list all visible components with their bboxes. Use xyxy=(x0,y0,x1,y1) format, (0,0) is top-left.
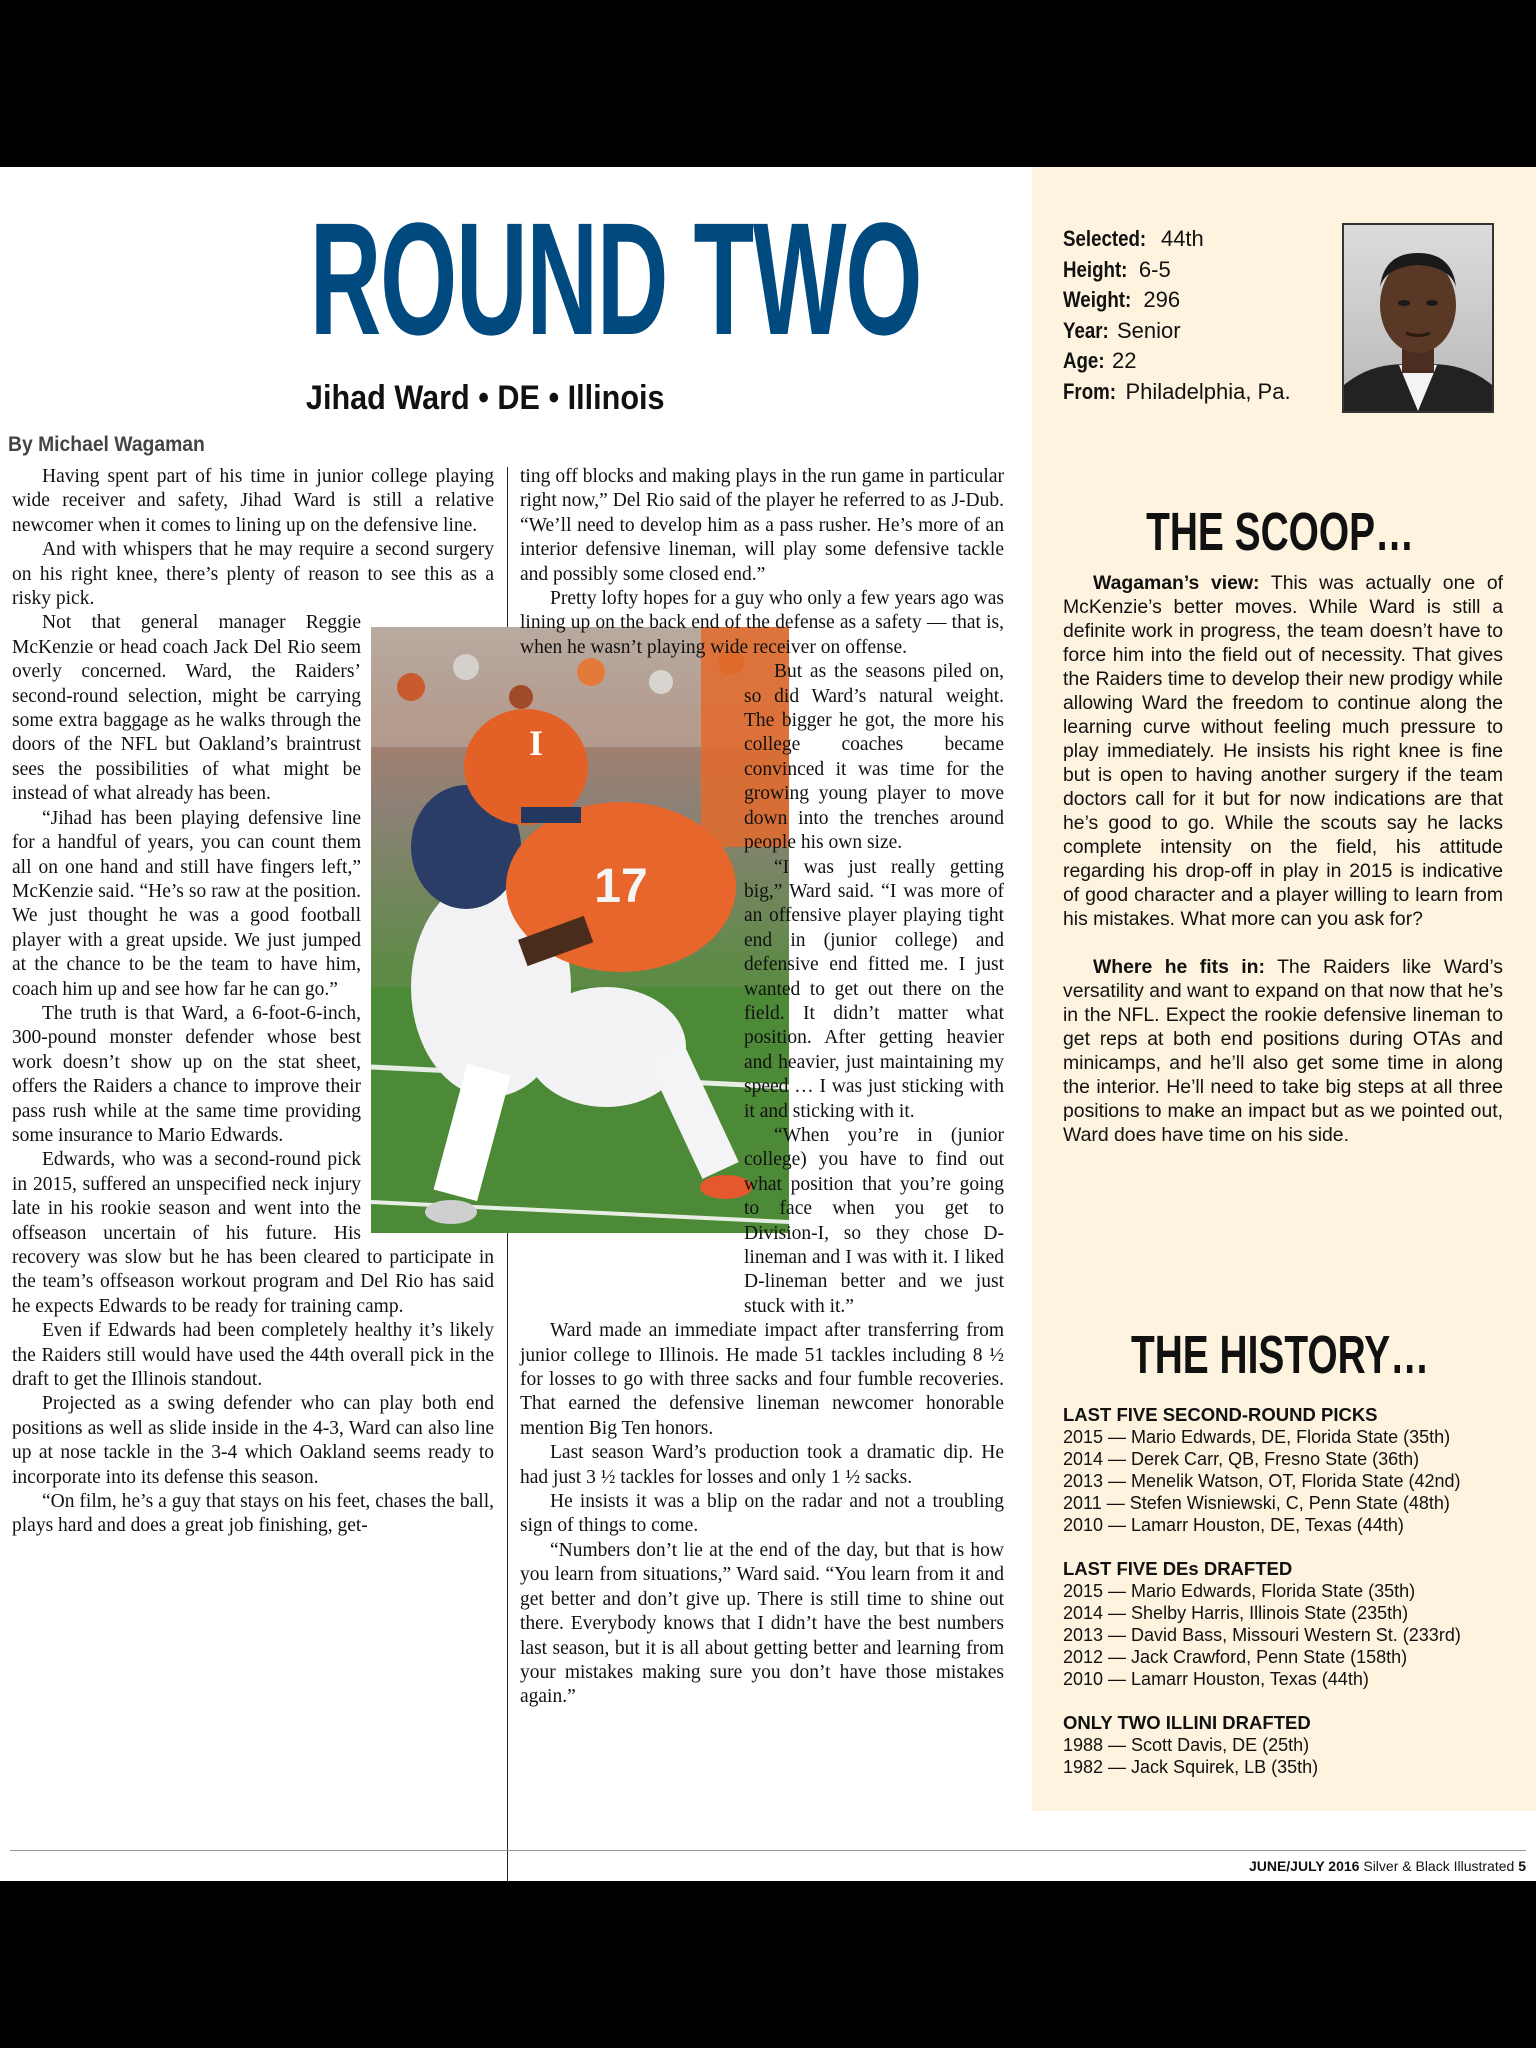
stat-label: Year: xyxy=(1063,317,1109,343)
paragraph: He insists it was a blip on the radar and not a troubling sign of things to come. xyxy=(520,1491,1004,1537)
history-item: 2014 — Derek Carr, QB, Fresno State (36th) xyxy=(1063,1449,1420,1469)
paragraph: Last season Ward’s production took a dramatic dip. He had just 3 ½ tackles for losses and only 1 ½ sacks. xyxy=(520,1442,1004,1488)
scoop-heading xyxy=(1060,500,1500,564)
paragraph: “I was just really getting big,” Ward said. “I was more of an offensive player playing tight end in (junior college) and defensive end fitted me. I just wanted to get out there on the field. It didn’t matter what position. After getting heavier and heavier, just maintaining my speed … I was just sticking with it and sticking with it. xyxy=(744,856,1004,1122)
stat-value: Senior xyxy=(1116,317,1181,343)
helmet-logo: I xyxy=(528,723,544,764)
stat-row xyxy=(1063,346,1363,377)
scoop-view-label: Wagaman’s view: xyxy=(1093,572,1260,594)
player-headshot xyxy=(1342,223,1494,413)
paragraph: And with whispers that he may require a second surgery on his right knee, there’s plenty of reason to see this as a risky pick. xyxy=(12,539,494,610)
paragraph: Having spent part of his time in junior college playing wide receiver and safety, Jihad Ward is still a relative newcomer when it comes to lining up on the defensive line. xyxy=(12,466,494,536)
history-item: 2015 — Mario Edwards, Florida State (35th) xyxy=(1063,1581,1416,1601)
scoop-heading-text: THE SCOOP… xyxy=(1146,502,1414,562)
paragraph: The truth is that Ward, a 6-foot-6-inch, 300-pound monster defender whose best work doesn’t show up on the stat sheet, offers the Raiders a chance to improve their pass rush while at the same time providing some insurance to Mario Edwards. xyxy=(12,1002,361,1146)
stat-label: Age: xyxy=(1063,348,1105,373)
history-group-title: ONLY TWO ILLINI DRAFTED xyxy=(1063,1712,1311,1733)
history-item: 2013 — Menelik Watson, OT, Florida State (42nd) xyxy=(1063,1471,1461,1491)
scoop-view xyxy=(1063,571,1503,931)
paragraph: Pretty lofty hopes for a guy who only a few years ago was lining up on the back end of the defense as a safety — that is, when he wasn’t playing wide receiver on offense. xyxy=(520,588,1004,658)
history-group-title: LAST FIVE DEs DRAFTED xyxy=(1063,1558,1293,1579)
scoop-fits-label: Where he fits in: xyxy=(1093,956,1265,978)
stat-row xyxy=(1063,255,1363,286)
player-subtitle xyxy=(150,367,820,429)
stat-value: 22 xyxy=(1112,348,1137,373)
paragraph: “Numbers don’t lie at the end of the day, but that is how you learn from situations,” Ward said. “You learn from it and get better and don’t give up. There is still time to shine out there. Everybody knows that I didn’t have the best numbers last season, but it is all about getting better and learning from your mistakes making sure you don’t have those mistakes again.” xyxy=(520,1539,1004,1708)
footer-rule xyxy=(10,1850,1526,1851)
headshot-illustration xyxy=(1344,225,1492,411)
scoop-fits xyxy=(1063,955,1503,1147)
stat-label: Selected: xyxy=(1063,226,1147,251)
paragraph: Not that general manager Reggie McKenzie or head coach Jack Del Rio seem overly concerned. Ward, the Raiders’ second-round selection, might be carrying some extra baggage as he walks through the doors of the NFL but Oakland’s braintrust sees the possibilities of what might be instead of what already has been. xyxy=(12,612,361,805)
history-heading-text: THE HISTORY… xyxy=(1130,1325,1430,1385)
stat-value: 44th xyxy=(1160,226,1204,251)
history-item: 2015 — Mario Edwards, DE, Florida State (35th) xyxy=(1063,1427,1451,1447)
page-footer xyxy=(1249,1857,1526,1875)
stat-value: Philadelphia, Pa. xyxy=(1125,378,1291,404)
stat-row xyxy=(1063,285,1363,316)
paragraph: Edwards, who was a second-round pick in 2015, suffered an unspecified neck injury late in his rookie season and went into the offseason uncertain of his future. His recovery was slow but he has been cleared to participate in the team’s offseason workout program and Del Rio has said he expects Edwards to be ready for training camp. xyxy=(12,1149,494,1317)
history-item: 2013 — David Bass, Missouri Western St. (233rd) xyxy=(1063,1625,1461,1645)
paragraph: But as the seasons piled on, so did Ward’s natural weight. The bigger he got, the more his college coaches became convinced it was time for the growing young player to move down into the trenches around people his own size. xyxy=(744,661,1004,854)
history-item: 2012 — Jack Crawford, Penn State (158th) xyxy=(1063,1647,1408,1667)
spacer xyxy=(1063,1690,1513,1712)
scoop-fits-text: The Raiders like Ward’s versatility and want to expand on that now that he’s in the NFL. Expect the rookie defensive lineman to get reps at both end positions during OTAs and minicamps, and he’ll also get some time in along the interior. He’ll need to take big steps at all three positions to make an impact but as we pointed out, Ward does have time on his side. xyxy=(1063,956,1503,1146)
paragraph: Projected as a swing defender who can play both end positions as well as slide inside in the 4-3, Ward can also line up at nose tackle in the 3-4 which Oakland seems ready to incorporate into its defense this season. xyxy=(12,1393,494,1488)
stat-label: From: xyxy=(1063,378,1116,404)
footer-publication: Silver & Black Illustrated xyxy=(1363,1858,1515,1874)
paragraph: Ward made an immediate impact after transferring from junior college to Illinois. He made 51 tackles including 8 ½ for losses to go with three sacks and four fumble recoveries. That earned the defensive lineman newcomer honorable mention Big Ten honors. xyxy=(520,1320,1004,1439)
paragraph: “On film, he’s a guy that stays on his feet, chases the ball, plays hard and does a great job finishing, get- xyxy=(12,1491,494,1537)
stat-row xyxy=(1063,377,1363,408)
paragraph: ting off blocks and making plays in the run game in particular right now,” Del Rio said of the player he referred to as J-Dub. “We’ll need to develop him as a pass rusher. He’s more of an interior defensive lineman, will play some defensive tackle and possibly some closed end.” xyxy=(520,466,1004,585)
history-group-title: LAST FIVE SECOND-ROUND PICKS xyxy=(1063,1404,1378,1425)
article-column-1 xyxy=(12,465,648,1539)
scoop-text xyxy=(1063,571,1503,1147)
article-column-2 xyxy=(520,465,1004,1710)
history-lists xyxy=(1063,1404,1513,1778)
history-item: 2010 — Lamarr Houston, Texas (44th) xyxy=(1063,1669,1369,1689)
stat-row xyxy=(1063,224,1363,255)
stat-row xyxy=(1063,316,1363,347)
scoop-view-text: This was actually one of McKenzie’s better moves. While Ward is still a definite work in progress, the team doesn’t have to force him into the field out of necessity. That gives the Raiders time to develop their new prodigy while allowing Ward the freedom to continue along the learning curve without feeling much pressure to play immediately. He insists his right knee is fine but is open to having another surgery if the team doctors call for it but for now indications are that he’s good to go. While the scouts say he lacks complete intensity on the field, his attitude regarding his drop-off in play in 2015 is indicative of good character and a player willing to learn from his mistakes. What more can you ask for? xyxy=(1063,572,1503,930)
paragraph: “Jihad has been playing defensive line for a handful of years, you can count them all on one hand and still have fingers left,” McKenzie said. “He’s so raw at the position. We just thought he was a good football player with a great upside. We just jumped at the chance to be the team to have him, coach him up and see how far he can go.” xyxy=(12,807,361,1000)
jersey-number: 17 xyxy=(594,860,648,914)
stat-value: 296 xyxy=(1143,287,1181,312)
history-item: 2011 — Stefen Wisniewski, C, Penn State (48th) xyxy=(1063,1493,1450,1513)
page-title: ROUND TWO xyxy=(309,189,922,368)
stat-value: 6-5 xyxy=(1138,256,1171,282)
footer-date: JUNE/JULY 2016 xyxy=(1248,1858,1360,1874)
player-stats xyxy=(1063,224,1363,407)
stat-label: Height: xyxy=(1063,256,1128,282)
history-item: 2014 — Shelby Harris, Illinois State (235th) xyxy=(1063,1603,1409,1623)
stat-label: Weight: xyxy=(1063,287,1132,312)
byline: By Michael Wagaman xyxy=(8,433,205,456)
history-item: 1988 — Scott Davis, DE (25th) xyxy=(1063,1735,1310,1755)
history-item: 1982 — Jack Squirek, LB (35th) xyxy=(1063,1757,1319,1777)
magazine-page xyxy=(0,167,1536,1881)
spacer xyxy=(1063,1536,1513,1558)
page-number: 5 xyxy=(1518,1858,1526,1874)
subtitle-text: Jihad Ward • DE • Illinois xyxy=(305,379,665,417)
history-item: 2010 — Lamarr Houston, DE, Texas (44th) xyxy=(1063,1515,1404,1535)
photo-space xyxy=(520,682,734,1288)
paragraph: Even if Edwards had been completely healthy it’s likely the Raiders still would have used the 44th overall pick in the draft to get the Illinois standout. xyxy=(12,1320,494,1391)
paragraph: “When you’re in (junior college) you have to find out what position that you’re going to face when you get to Division-I, so they chose D-lineman and I was with it. I liked D-lineman better and we just stuck with it.” xyxy=(744,1124,1004,1317)
history-heading xyxy=(1060,1323,1500,1387)
